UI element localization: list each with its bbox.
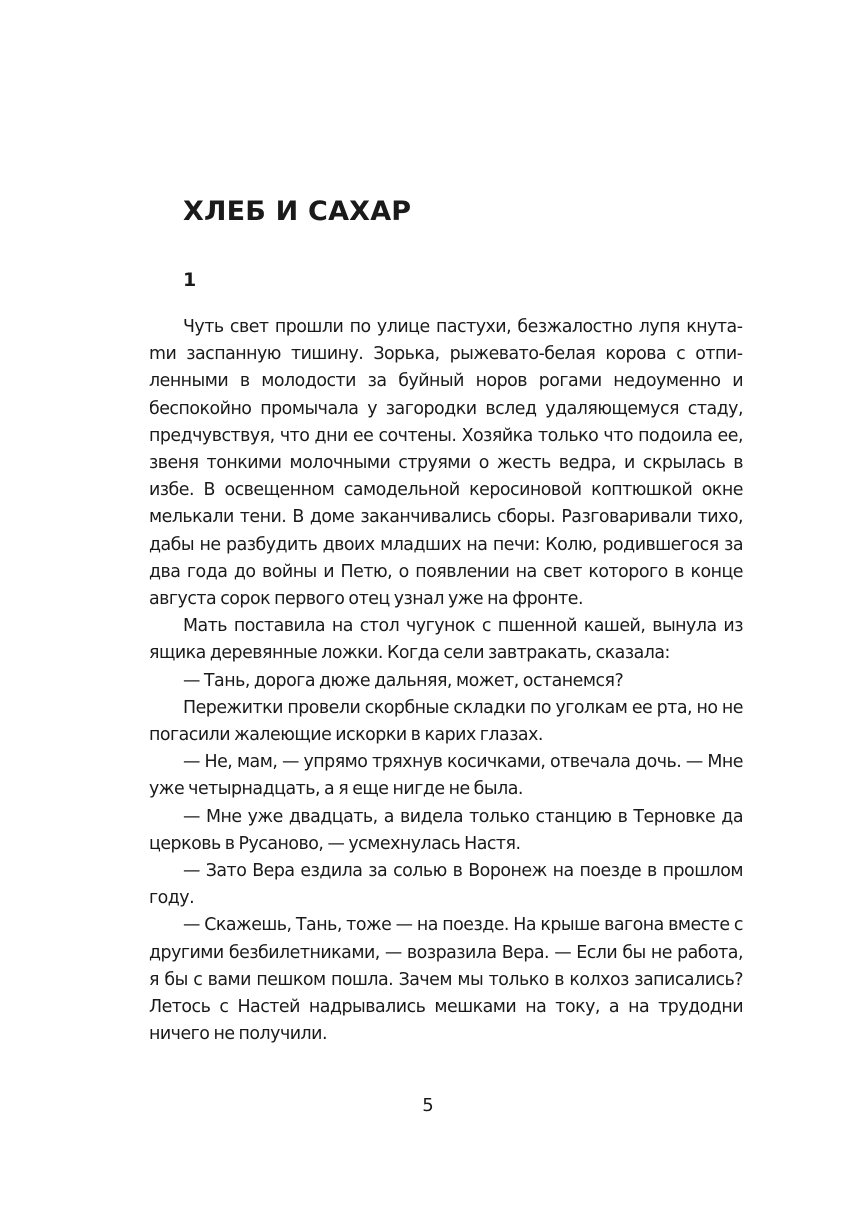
dialogue-line: — Мне уже двадцать, а видела только станцию в Терновке да церковь в Русаново, — усмехнулась Настя. xyxy=(149,806,743,854)
chapter-title: ХЛЕБ И САХАР xyxy=(183,196,412,227)
paragraph: Чуть свет прошли по улице пастухи, безжалостно лупя кнутаmи заспанную тишину. Зорька, рыжевато-белая корова с отпиленными в молодости за буйный норов рогами недоуменно и беспокойно промычала у загородки вслед удаляющемуся стаду, предчувствуя, что дни ее сочтены. Хозяйка только что подоила ее, звеня тонкими молочными струями о жесть ведра, и скрылась в избе. В освещенном самодельной керосиновой коптюшкой окне мелькали тени. В доме заканчивались сборы. Разговаривали тихо, дабы не разбудить двоих младших на печи: Колю, родившегося за два года до войны и Петю, о появлении на свет которого в конце августа сорок первого отец узнал уже на фронте. xyxy=(149,317,743,610)
dialogue-line: — Тань, дорога дюже дальняя, может, останемся? xyxy=(183,670,624,691)
page-number: 5 xyxy=(422,1095,434,1116)
dialogue-line: — Не, мам, — упрямо тряхнув косичками, отвечала дочь. — Мне уже четырнадцать, а я еще нигде не была. xyxy=(149,752,743,800)
section-number: 1 xyxy=(183,269,197,291)
body-text xyxy=(149,314,743,1048)
dialogue-line: — Зато Вера ездила за солью в Воронеж на поезде в прошлом году. xyxy=(149,861,743,909)
dialogue-line: — Скажешь, Тань, тоже — на поезде. На крыше вагона вместе с другими безбилетниками, — возразила Вера. — Если бы не работа, я бы с вами пешком пошла. Зачем мы только в колхоз записались? Летось с Настей надрывались мешками на току, а на трудодни ничего не получили. xyxy=(149,915,743,1045)
paragraph: Пережитки провели скорбные складки по уголкам ее рта, но не погасили жалеющие искорки в карих глазах. xyxy=(149,697,743,746)
paragraph: Мать поставила на стол чугунок с пшенной кашей, вынула из ящика деревянные ложки. Когда сели завтракать, сказала: xyxy=(149,616,743,664)
